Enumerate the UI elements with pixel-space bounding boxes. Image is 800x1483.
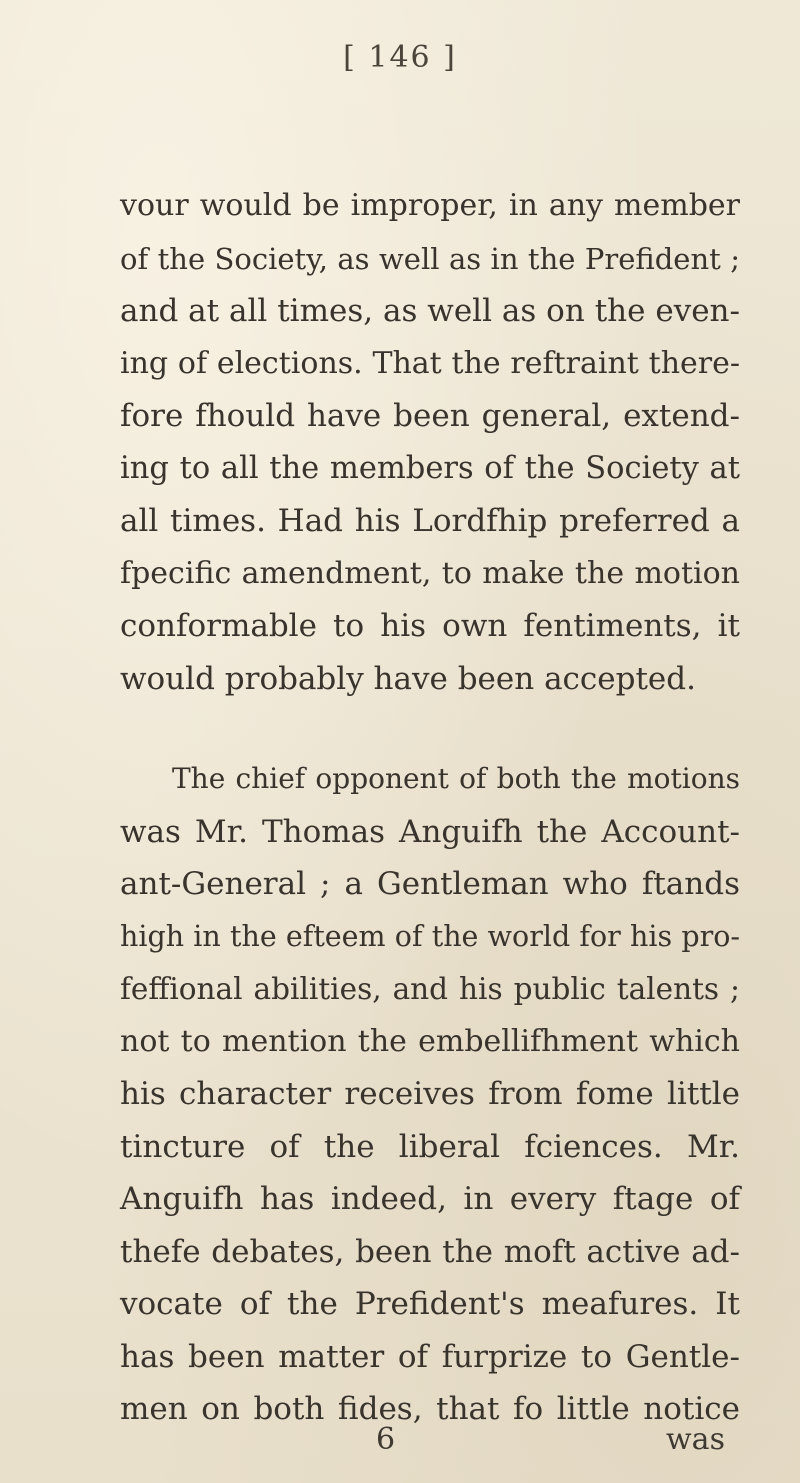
- text-line: ing of elections. That the reftraint there-: [120, 346, 740, 381]
- text-line: ing to all the members of the Society at: [120, 451, 740, 486]
- text-line: and at all times, as well as on the even-: [120, 293, 740, 329]
- text-line: his character receives from fome little: [120, 1076, 740, 1112]
- signature-mark: 6: [376, 1422, 396, 1457]
- text-line: Anguifh has indeed, in every ftage of: [120, 1181, 740, 1217]
- page-number-header: [ 146 ]: [343, 40, 457, 75]
- text-line: men on both fides, that fo little notice: [120, 1391, 740, 1427]
- text-line: vocate of the Prefident's meafures. It: [120, 1286, 740, 1322]
- text-line: of the Society, as well as in the Prefident ;: [120, 242, 740, 276]
- text-line: tincture of the liberal fciences. Mr.: [120, 1129, 740, 1165]
- text-line: thefe debates, been the moft active ad-: [120, 1234, 740, 1270]
- text-line: not to mention the embellifhment which: [120, 1024, 740, 1059]
- text-line: ant-General ; a Gentleman who ftands: [120, 866, 740, 902]
- paragraph-start-line: The chief opponent of both the motions: [172, 762, 740, 795]
- text-line: high in the efteem of the world for his pro-: [120, 920, 740, 953]
- text-line: vour would be improper, in any member: [120, 188, 740, 223]
- text-line: conformable to his own fentiments, it: [120, 608, 740, 644]
- text-line: has been matter of furprize to Gentle-: [120, 1339, 740, 1375]
- text-line: all times. Had his Lordfhip preferred a: [120, 503, 740, 539]
- text-line: feffional abilities, and his public talents ;: [120, 972, 740, 1006]
- text-line: was Mr. Thomas Anguifh the Account-: [120, 814, 740, 850]
- paragraph-end-line: would probably have been accepted.: [120, 661, 696, 697]
- catchword: was: [666, 1422, 725, 1457]
- text-line: fpecific amendment, to make the motion: [120, 556, 740, 591]
- text-line: fore fhould have been general, extend-: [120, 398, 740, 434]
